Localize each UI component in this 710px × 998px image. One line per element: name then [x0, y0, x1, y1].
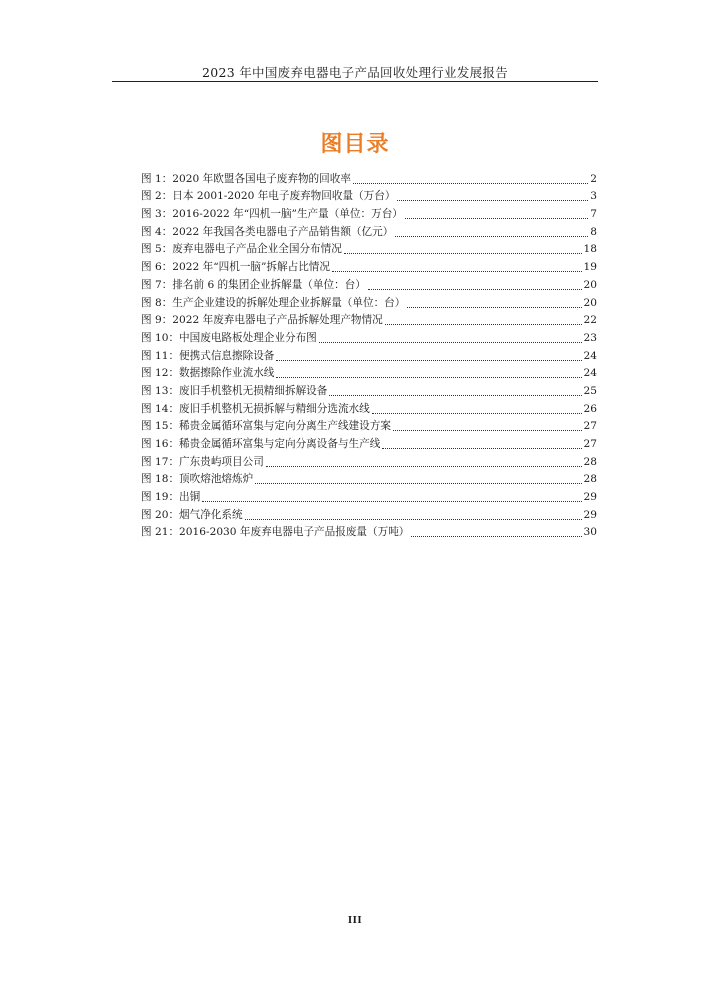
toc-entry-page[interactable]: 22 — [583, 314, 597, 327]
toc-entry-label[interactable]: 图 14：废旧手机整机无损拆解与精细分选流水线 — [141, 402, 370, 415]
running-header: 2023 年中国废弃电器电子产品回收处理行业发展报告 — [201, 65, 509, 80]
header-rule — [112, 81, 598, 82]
toc-entry[interactable] — [141, 239, 597, 257]
toc-entry-page[interactable]: 24 — [583, 349, 597, 362]
toc-entry-label[interactable]: 图 12：数据擦除作业流水线 — [141, 367, 275, 380]
toc-entry-label[interactable]: 图 19：出铜 — [141, 491, 201, 504]
toc-entry-page[interactable]: 19 — [583, 261, 597, 274]
toc-entry-label[interactable]: 图 7：排名前 6 的集团企业拆解量（单位：台） — [141, 278, 366, 291]
toc-dot-leader — [344, 253, 582, 254]
toc-entry-label[interactable]: 图 2：日本 2001-2020 年电子废弃物回收量（万台） — [141, 190, 396, 203]
toc-entry-label[interactable]: 图 3：2016-2022 年“四机一脑”生产量（单位：万台） — [141, 208, 403, 221]
toc-entry-page[interactable]: 18 — [583, 243, 597, 256]
toc-entry-page[interactable]: 29 — [583, 491, 597, 504]
toc-entry-label[interactable]: 图 17：广东贵屿项目公司 — [141, 455, 264, 468]
toc-entry-page[interactable]: 20 — [583, 278, 597, 291]
toc-entry[interactable] — [141, 327, 597, 345]
toc-entry[interactable] — [141, 398, 597, 416]
toc-dot-leader — [368, 289, 582, 290]
toc-entry[interactable] — [141, 486, 597, 504]
toc-entry-label[interactable]: 图 15：稀贵金属循环富集与定向分离生产线建设方案 — [141, 420, 391, 433]
toc-dot-leader — [372, 413, 582, 414]
toc-entry[interactable] — [141, 345, 597, 363]
toc-entry-label[interactable]: 图 16：稀贵金属循环富集与定向分离设备与生产线 — [141, 438, 381, 450]
toc-dot-leader — [385, 324, 582, 325]
toc-entry[interactable] — [141, 469, 597, 487]
toc-entry-page[interactable]: 29 — [583, 508, 597, 521]
toc-entry-label[interactable]: 图 21：2016-2030 年废弃电器电子产品报废量（万吨） — [141, 526, 410, 539]
toc-entry-label[interactable]: 图 1：2020 年欧盟各国电子废弃物的回收率 — [141, 172, 351, 185]
toc-entry-label[interactable]: 图 6：2022 年“四机一脑”拆解占比情况 — [141, 261, 330, 274]
table-of-figures — [141, 168, 597, 539]
toc-dot-leader — [332, 271, 582, 272]
toc-entry-page[interactable]: 28 — [583, 473, 597, 486]
toc-entry[interactable] — [141, 380, 597, 398]
toc-entry-page[interactable]: 27 — [583, 420, 597, 433]
toc-entry-page[interactable]: 20 — [583, 296, 597, 309]
toc-entry-page[interactable]: 3 — [590, 190, 597, 203]
toc-dot-leader — [329, 395, 581, 396]
toc-entry-label[interactable]: 图 18：顶吹熔池熔炼炉 — [141, 473, 254, 486]
toc-entry-label[interactable]: 图 9：2022 年废弃电器电子产品拆解处理产物情况 — [141, 314, 383, 327]
toc-entry[interactable] — [141, 256, 597, 274]
toc-entry-page[interactable]: 26 — [583, 402, 597, 415]
toc-dot-leader — [395, 236, 588, 237]
toc-entry-label[interactable]: 图 4：2022 年我国各类电器电子产品销售额（亿元） — [141, 225, 394, 238]
toc-entry-page[interactable]: 23 — [583, 331, 597, 344]
toc-dot-leader — [397, 200, 588, 201]
toc-dot-leader — [405, 218, 588, 219]
toc-entry[interactable] — [141, 274, 597, 292]
toc-dot-leader — [411, 536, 581, 537]
toc-entry[interactable] — [141, 451, 597, 469]
toc-dot-leader — [319, 342, 582, 343]
toc-entry-label[interactable]: 图 13：废旧手机整机无损精细拆解设备 — [141, 384, 328, 397]
toc-entry[interactable] — [141, 203, 597, 221]
toc-entry-label[interactable]: 图 5：废弃电器电子产品企业全国分布情况 — [141, 243, 342, 256]
toc-entry[interactable] — [141, 433, 597, 451]
toc-dot-leader — [407, 307, 581, 308]
toc-dot-leader — [276, 377, 581, 378]
toc-entry-page[interactable]: 30 — [583, 526, 597, 539]
toc-entry[interactable] — [141, 504, 597, 522]
toc-entry[interactable] — [141, 416, 597, 434]
toc-entry[interactable] — [141, 168, 597, 186]
toc-dot-leader — [245, 519, 582, 520]
toc-dot-leader — [353, 183, 588, 184]
toc-entry-page[interactable]: 28 — [583, 455, 597, 468]
toc-entry-page[interactable]: 2 — [590, 172, 597, 185]
toc-entry[interactable] — [141, 522, 597, 540]
toc-entry[interactable] — [141, 310, 597, 328]
toc-entry-page[interactable]: 7 — [590, 208, 597, 221]
toc-entry-page[interactable]: 24 — [583, 367, 597, 380]
toc-entry[interactable] — [141, 363, 597, 381]
toc-dot-leader — [266, 466, 582, 467]
page-title: 图目录 — [320, 132, 390, 157]
toc-dot-leader — [255, 483, 581, 484]
toc-dot-leader — [382, 448, 581, 449]
toc-entry-label[interactable]: 图 11：便携式信息擦除设备 — [141, 349, 275, 362]
page-number: III — [347, 916, 363, 926]
toc-entry-label[interactable]: 图 8：生产企业建设的拆解处理企业拆解量（单位：台） — [141, 296, 406, 309]
toc-entry-label[interactable]: 图 10：中国废电路板处理企业分布图 — [141, 331, 317, 344]
toc-dot-leader — [393, 430, 582, 431]
toc-dot-leader — [276, 360, 581, 361]
toc-entry-page[interactable]: 27 — [583, 438, 597, 450]
toc-entry-label[interactable]: 图 20：烟气净化系统 — [141, 508, 243, 521]
toc-entry-page[interactable]: 25 — [583, 384, 597, 397]
toc-entry[interactable] — [141, 221, 597, 239]
toc-entry-page[interactable]: 8 — [590, 225, 597, 238]
toc-entry[interactable] — [141, 292, 597, 310]
toc-dot-leader — [202, 501, 581, 502]
toc-entry[interactable] — [141, 186, 597, 204]
